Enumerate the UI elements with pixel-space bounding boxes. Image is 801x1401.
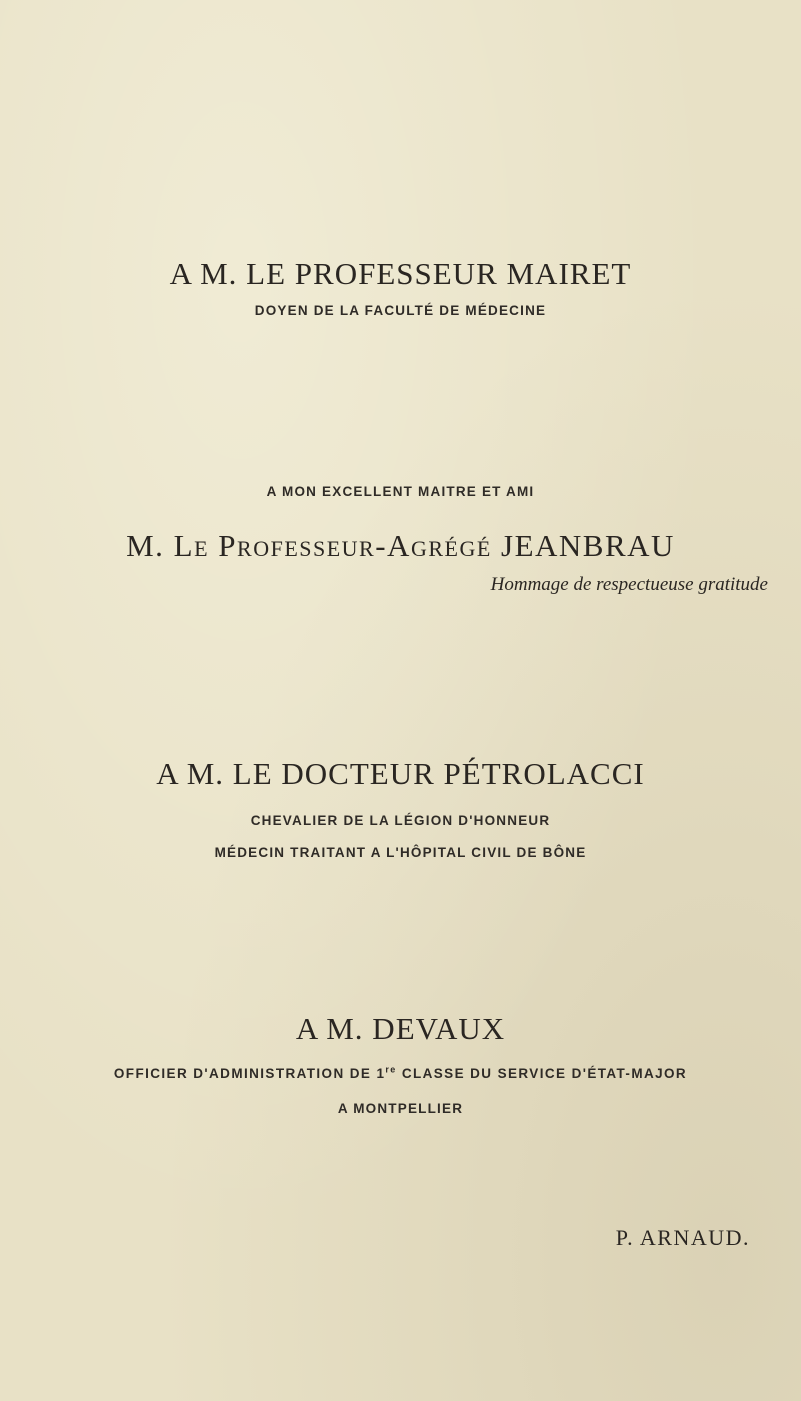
dedication-3-line-2: MÉDECIN TRAITANT A L'HÔPITAL CIVIL DE BÔNE (214, 845, 587, 860)
dedication-1-title: A M. LE PROFESSEUR MAIRET (169, 256, 632, 291)
author-signature: P. ARNAUD. (615, 1225, 750, 1250)
dedication-2-tribute: Hommage de respectueuse gratitude (490, 574, 768, 595)
dedication-4-line-1-sup: re (385, 1064, 397, 1075)
dedication-2-rank: Le Professeur-Agrégé (173, 528, 492, 563)
dedication-4-title: A M. DEVAUX (295, 1011, 506, 1046)
dedication-4-line-1 (0, 1066, 801, 1081)
dedication-2-intro: A MON EXCELLENT MAITRE ET AMI (266, 484, 535, 499)
dedication-3-line-1: CHEVALIER DE LA LÉGION D'HONNEUR (250, 813, 551, 828)
dedication-4-line-2: A MONTPELLIER (337, 1101, 464, 1116)
dedication-4-line-1-before: OFFICIER D'ADMINISTRATION DE 1 (113, 1066, 386, 1081)
dedication-2-prefix: M. (126, 528, 174, 563)
dedication-1-subtitle: DOYEN DE LA FACULTÉ DE MÉDECINE (254, 303, 547, 318)
dedication-3-title: A M. LE DOCTEUR PÉTROLACCI (156, 756, 645, 791)
dedication-4-line-1-after: CLASSE DU SERVICE D'ÉTAT-MAJOR (396, 1066, 688, 1081)
dedication-2-title (0, 528, 801, 564)
dedication-2-name: JEANBRAU (491, 528, 675, 563)
